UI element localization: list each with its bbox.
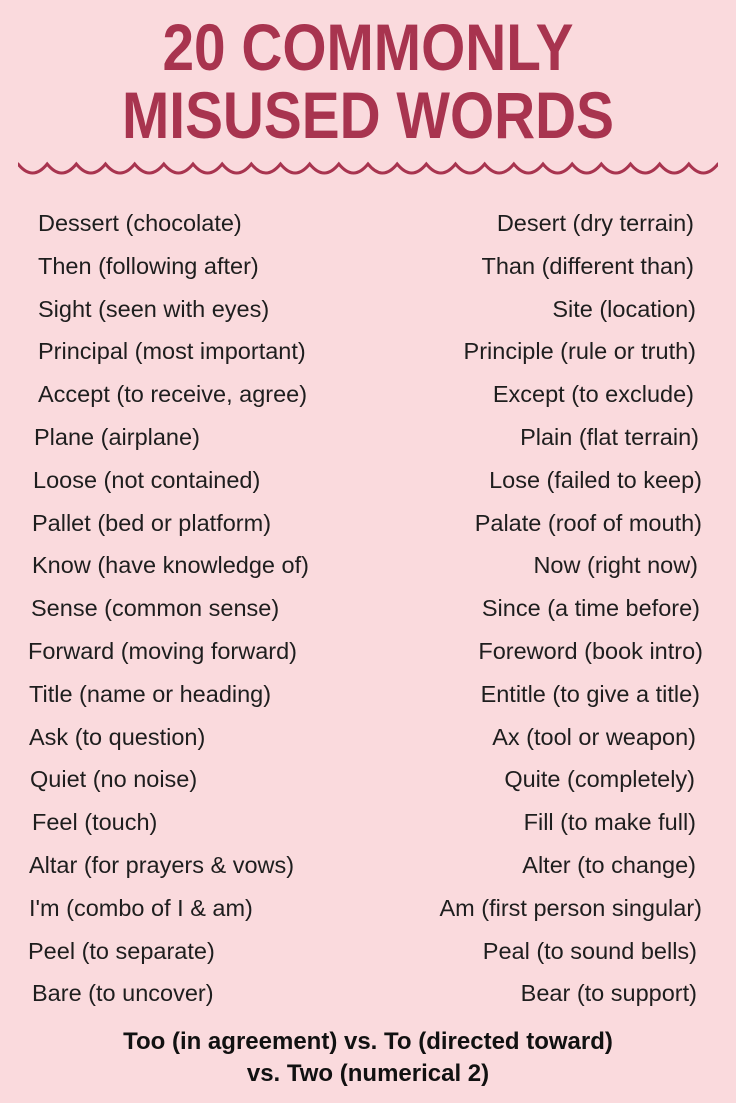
word-left-1: Dessert (chocolate) [38,210,242,236]
word-left-15: Feel (touch) [32,809,158,836]
word-left-6: Plane (airplane) [34,424,200,450]
word-right-17: Am (first person singular) [439,894,702,921]
word-right-6: Plain (flat terrain) [520,424,699,450]
word-left-7: Loose (not contained) [33,466,261,493]
word-right-16: Alter (to change) [522,852,696,878]
word-right-10: Since (a time before) [481,595,700,622]
word-left-16: Altar (for prayers & vows) [29,852,295,878]
word-left-12: Title (name or heading) [29,680,272,707]
word-right-12: Entitle (to give a title) [480,680,700,707]
word-left-4: Principal (most important) [38,338,306,365]
page-title-line-2: MISUSED WORDS [122,78,614,152]
word-left-2: Then (following after) [38,252,259,279]
word-left-17: I'm (combo of I & am) [29,894,253,921]
word-right-8: Palate (roof of mouth) [474,509,702,536]
footer-line-2: vs. Two (numerical 2) [246,1060,490,1087]
word-left-13: Ask (to question) [29,723,206,750]
page-title-line-1: 20 COMMONLY [162,10,574,84]
word-left-11: Forward (moving forward) [28,638,298,664]
word-left-18: Peel (to separate) [28,937,215,964]
word-right-9: Now (right now) [533,552,698,579]
word-right-11: Foreword (book intro) [478,638,703,664]
footer-line-1: Too (in agreement) vs. To (directed toward) [123,1028,613,1055]
word-right-13: Ax (tool or weapon) [492,723,696,750]
word-right-15: Fill (to make full) [523,809,696,836]
scalloped-divider [18,158,718,184]
word-right-14: Quite (completely) [504,766,695,793]
word-left-14: Quiet (no noise) [30,766,198,793]
word-left-19: Bare (to uncover) [32,980,214,1007]
word-right-2: Than (different than) [481,252,694,279]
word-left-9: Know (have knowledge of) [32,552,309,579]
word-left-5: Accept (to receive, agree) [38,381,308,408]
word-right-4: Principle (rule or truth) [463,338,696,365]
word-left-10: Sense (common sense) [31,595,280,622]
word-right-3: Site (location) [552,295,696,322]
word-right-19: Bear (to support) [520,980,697,1007]
word-right-5: Except (to exclude) [492,381,694,408]
word-right-18: Peal (to sound bells) [482,937,697,964]
word-left-8: Pallet (bed or platform) [32,509,272,536]
word-right-1: Desert (dry terrain) [496,210,694,236]
word-right-7: Lose (failed to keep) [489,466,702,493]
word-left-3: Sight (seen with eyes) [38,295,270,322]
